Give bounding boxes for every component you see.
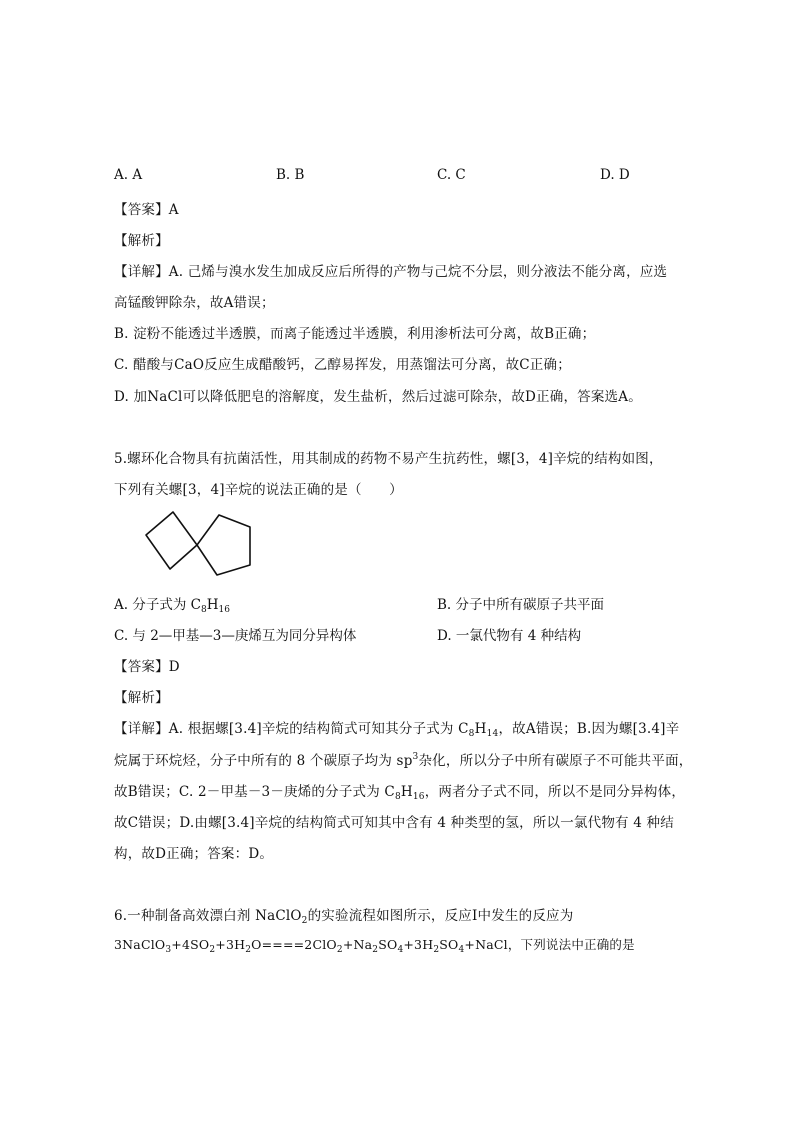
q4-detail-line: D. 加NaCl可以降低肥皂的溶解度，发生盐析，然后过滤可除杂，故D正确，答案选A。	[114, 389, 642, 405]
q4-detail-line: C. 醋酸与CaO反应生成醋酸钙，乙醇易挥发，用蒸馏法可分离，故C正确；	[114, 357, 571, 373]
q5-stem-line: 5.螺环化合物具有抗菌活性，用其制成的药物不易产生抗药性，螺[3，4]辛烷的结构如图，	[114, 451, 663, 467]
q5-detail-line: 故B错误；C. 2－甲基－3－庚烯的分子式为 $C_8H_{16}$，两者分子式不同，所以不是同分异构体，	[114, 784, 686, 802]
q5-option-d: D. 一氯代物有 4 种结构	[437, 628, 582, 644]
q4-option-a: A. A	[114, 167, 143, 183]
q5-analysis-label: 【解析】	[114, 690, 169, 706]
q4-option-d: D. D	[600, 167, 630, 183]
q4-analysis-label: 【解析】	[114, 233, 169, 249]
q4-option-b: B. B	[276, 167, 305, 183]
cyclopentane-ring	[197, 515, 250, 575]
q4-detail-line: B. 淀粉不能透过半透膜，而离子能透过半透膜，利用渗析法可分离，故B正确；	[114, 326, 596, 342]
q5-option-b: B. 分子中所有碳原子共平面	[437, 597, 605, 613]
q5-detail-line: 故C错误；D.由螺[3.4]辛烷的结构简式可知其中含有 4 种类型的氢，所以一氯代物有 4 种结	[114, 815, 674, 831]
q5-option-c: C. 与 2—甲基—3—庚烯互为同分异构体	[114, 628, 357, 644]
q5-detail-line: 【详解】A. 根据螺[3.4]辛烷的结构简式可知其分子式为 $C_8H_{14}$，故A错误；B.因为螺[3.4]辛	[114, 721, 680, 739]
q5-detail-line: 构，故D正确；答案：D。	[114, 846, 274, 862]
spiro-octane-structure	[140, 505, 260, 585]
q5-answer: 【答案】D	[114, 659, 180, 675]
q5-option-a: A. 分子式为 $C_8H_{16}$	[114, 597, 230, 615]
q4-detail-line: 【详解】A. 己烯与溴水发生加成反应后所得的产物与己烷不分层，则分液法不能分离，应选	[114, 264, 668, 280]
q5-detail-line: 烷属于环烷烃，分子中所有的 8 个碳原子均为 $sp^3$杂化，所以分子中所有碳原子不可能共平面，	[114, 752, 693, 769]
cyclobutane-ring	[146, 512, 197, 569]
q5-stem-line: 下列有关螺[3，4]辛烷的说法正确的是（ ）	[114, 482, 403, 498]
q6-stem-line: 6.一种制备高效漂白剂 NaClO$_2$的实验流程如图所示，反应Ⅰ中发生的反应为	[114, 908, 574, 926]
q4-answer: 【答案】A	[114, 202, 179, 218]
q6-equation-line: $3NaClO_3+4SO_2+3H_2O====2ClO_2+Na_2SO_4+3H_2SO_4+NaCl$，下列说法中正确的是	[114, 937, 635, 955]
q4-option-c: C. C	[437, 167, 466, 183]
q4-detail-line: 高锰酸钾除杂，故A错误；	[114, 295, 275, 311]
